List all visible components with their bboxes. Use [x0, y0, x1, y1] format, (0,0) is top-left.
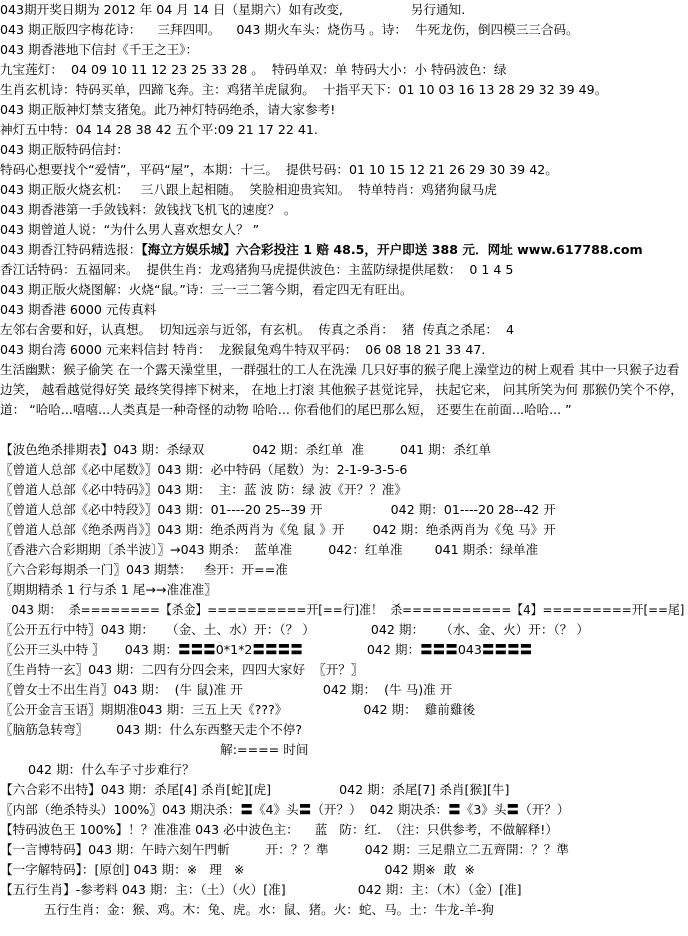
fire-diagram-line: 043 期正版火烧图解：火烧“鼠。”诗：三一三二箸今期，看定四无有旺出。	[0, 282, 413, 297]
kill-row-tail-title: 〖期期精杀 1 行与杀 1 尾→→准准准〗	[0, 582, 217, 597]
riddle-line: 〖脑筋急转弯〗 043 期：什么东西整天走个不停?	[0, 722, 303, 737]
one-char-line: 【一字解特码】：[原创] 043 期：※ 理 ※ 042 期※ 敢 ※	[0, 862, 475, 877]
fax-6000-line: 043 期香港 6000 元传真料	[0, 302, 157, 317]
zodiac-mystery-line: 〖生肖特一玄〗043 期：二四有分四会来，四四大家好 〖开？〗	[0, 662, 364, 677]
riddle-answer-line: 解:==== 时间	[0, 742, 309, 757]
color-kill-line: 【波色绝杀排期表】043 期：杀绿双 042 期：杀红单 准 041 期：杀红单	[0, 442, 492, 457]
neighbors-line: 左邻右舍要和好，认真想。 切知远亲与近邻，有玄机。 传真之杀肖： 猪 传真之杀尾： 4	[0, 322, 515, 337]
love-house-line: 特码心想要找个“爱情”，平码“屋”，本期：十三。 提供号码：01 10 15 12 21 26 29 30 39 42。	[0, 162, 558, 177]
golden-words-line: 〖公开金言玉语〗期期准043 期：三五上天《???》 042 期： 雞前雞後	[0, 702, 476, 717]
kill-half-wave-line: 〖香港六合彩期期〔杀半波〕〗→043 期杀： 蓝单准 042：红单准 041 期杀：绿单准	[0, 542, 539, 557]
riddle-042-line: 042 期：什么车子寸步难行？	[0, 762, 195, 777]
five-special-line: 神灯五中特：04 14 28 38 42 五个平:09 21 17 22 41.	[0, 122, 318, 137]
plum-poem-line: 043 期正版四字梅花诗： 三拜四叩。 043 期火车头：烧伤马 。诗： 牛死龙伤，倒四模三三合码。	[0, 22, 579, 37]
one-word-bet-line: 【一言博特码】043 期：午時六刻午門斬 开：？？準 042 期：三足鼎立二五齊開：？？準	[0, 842, 569, 857]
taiwan-envelope-line: 043 期台湾 6000 元来料信封 特肖： 龙猴鼠兔鸡牛特双平码： 06 08 18 21 33 47.	[0, 342, 486, 357]
zodiac-poem-line: 生肖玄机诗：特码买单，四蹄飞奔。主：鸡猪羊虎鼠狗。 十指平天下：01 10 03 16 13 28 29 32 39 49。	[0, 82, 608, 97]
kill-two-zodiac-line: 〖曾道人总部《绝杀两肖》〗043 期：绝杀两肖为《兔 鼠 》开 042 期：绝杀两肖为《兔 马》开	[0, 522, 556, 537]
wave-king-line: 【特码波色王 100%】！？准准准 043 必中波色主： 蓝 防：红. （注：只供参考，不做解释!）	[0, 822, 558, 837]
divine-lamp-line: 043 期正版神灯禁支猪兔。此乃神灯特码绝杀，请大家参考!	[0, 102, 336, 117]
must-special-line: 〖曾道人总部《必中特码》〗043 期： 主：蓝 波 防：绿 波《开？？准》	[0, 482, 407, 497]
three-heads-line: 〖公开三头中特 〗 043 期：〓〓〓0*1*2〓〓〓〓 042 期：〓〓〓043〓〓〓〓	[0, 642, 533, 657]
fire-mystery-line: 043 期正版火烧玄机： 三八跟上起相随。 笑脸相迎贵宾知。 特单特肖：鸡猪狗鼠马虎	[0, 182, 497, 197]
ms-zeng-line: 〖曾女士不出生肖〗043 期： (牛 鼠)准 开 042 期： (牛 马)准 开	[0, 682, 453, 697]
element-mapping-line: 五行生肖：金：猴、鸡。木：兔、虎。水：鼠、猪。火：蛇、马。土：牛龙-羊-狗	[0, 902, 494, 917]
taoist-saying-line: 043 期曾道人说：“为什么男人喜欢想女人？ ”	[0, 222, 260, 237]
kill-row-tail-line: 043 期： 杀========【杀金】==========开[==行]准！ 杀===========【4】=========开[==尾]	[0, 602, 685, 617]
first-hand-line: 043 期香港第一手敛钱料：敛钱找飞机飞的速度？ 。	[0, 202, 297, 217]
xiangjiang-line: 043 期香江特码精选报：【海立方娱乐城】六合彩投注 1 赔 48.5，开户即送 388 元．网址 www.617788.com	[0, 242, 643, 257]
five-element-zodiac-line: 【五行生肖】-参考料 043 期：主：（土）（火）[准] 042 期：主：（木）（金）[准]	[0, 882, 522, 897]
must-tail-line: 〖曾道人总部《必中尾数》〗043 期：必中特码（尾数）为：2-1-9-3-5-6	[0, 462, 408, 477]
lotus-lamp-line: 九宝莲灯： 04 09 10 11 12 23 25 33 28 。 特码单双：单 特码大小：小 特码波色：绿	[0, 62, 507, 77]
envelope-title-line: 043 期正版特码信封：	[0, 142, 129, 157]
five-elements-line: 〖公开五行中特〗043 期： （金、土、水）开：（？ ） 042 期： （水、金、火）开：（？ ）	[0, 622, 589, 637]
draw-date-line: 043期开奖日期为 2012 年 04 月 14 日（星期六）如有改变, 另行通知.	[0, 2, 466, 17]
humor-paragraph: 生活幽默：猴子偷笑 在一个露天澡堂里，一群强壮的工人在洗澡 几只好事的猴子爬上澡堂边的树上观看 其中一只猴子边看边笑， 越看越觉得好笑 最终笑得摔下树来， 在地上打滚 其他猴子甚觉诧异， 扶起它来， 问其所笑为何 那猴仍笑个不停， 道： “哈哈...嘻嘻...人类真是一种奇怪的动物 哈哈... 你看他们的尾巴那么短， 还要生在前面...哈哈... ”	[0, 362, 683, 417]
no-special-line: 【六合彩不出特】043 期：杀尾[4] 杀肖[蛇][虎] 042 期：杀尾[7] 杀肖[猴][牛]	[0, 782, 510, 797]
kill-one-gate-line: 〖六合彩每期杀一门〗043 期禁： 叁开：开==准	[0, 562, 288, 577]
five-blessings-line: 香江话特码：五福同来。 提供生肖：龙鸡猪狗马虎提供波色：主蓝防绿提供尾数： 0 1 4 5	[0, 262, 514, 277]
casino-ad[interactable]: 【海立方娱乐城】六合彩投注 1 赔 48.5，开户即送 388 元．网址 www.617788.com	[141, 242, 643, 257]
kill-head-line: 〖内部（绝杀特头）100%〗043 期决杀：〓《4》头〓（开？） 042 期决杀：〓《3》头〓（开？）	[0, 802, 570, 817]
must-range-line: 〖曾道人总部《必中特段》〗043 期：01----20 25--39 开 042 期：01----20 28--42 开	[0, 502, 556, 517]
hk-envelope-line: 043 期香港地下信封《千王之王》：	[0, 42, 199, 57]
